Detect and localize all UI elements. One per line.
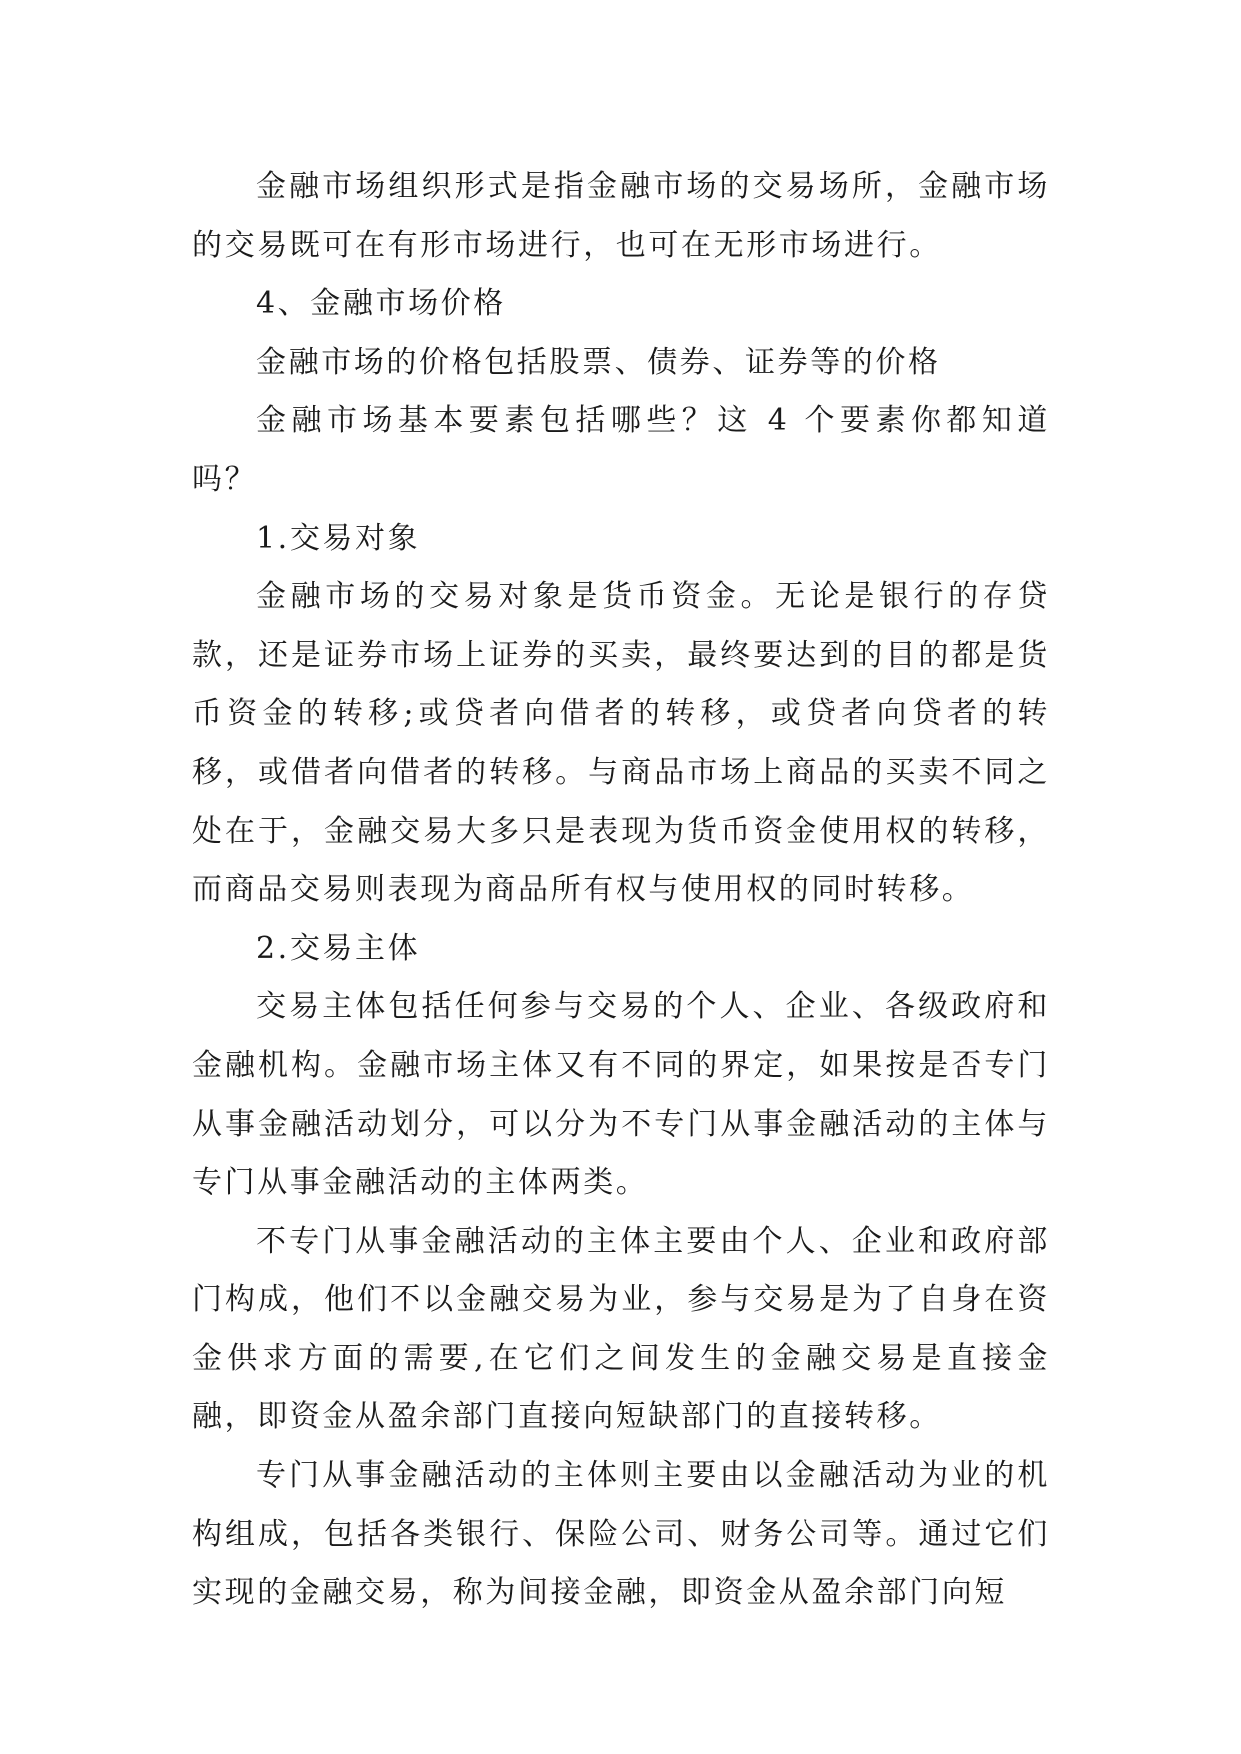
section-heading-market-price: 4、金融市场价格 xyxy=(256,286,506,322)
section-heading-trading-subject: 2.交易主体 xyxy=(256,930,421,966)
section-heading-trading-object: 1.交易对象 xyxy=(256,520,421,556)
paragraph-non-specialized-subjects: 不专门从事金融活动的主体主要由个人、企业和政府部门构成，他们不以金融交易为业，参与交易是为了自身在资金供求方面的需要,在它们之间发生的金融交易是直接金融，即资金从盈余部门直接向短缺部门的直接转移。 xyxy=(192,1223,1050,1435)
paragraph-organization-form: 金融市场组织形式是指金融市场的交易场所，金融市场的交易既可在有形市场进行，也可在无形市场进行。 xyxy=(192,169,1050,263)
paragraph-trading-object: 金融市场的交易对象是货币资金。无论是银行的存贷款，还是证券市场上证券的买卖，最终要达到的目的都是货币资金的转移;或贷者向借者的转移，或贷者向贷者的转移，或借者向借者的转移。与商品市场上商品的买卖不同之处在于，金融交易大多只是表现为货币资金使用权的转移，而商品交易则表现为商品所有权与使用权的同时转移。 xyxy=(192,579,1050,908)
paragraph-market-price: 金融市场的价格包括股票、债券、证券等的价格 xyxy=(256,344,941,380)
paragraph-trading-subject: 交易主体包括任何参与交易的个人、企业、各级政府和金融机构。金融市场主体又有不同的界定，如果按是否专门从事金融活动划分，可以分为不专门从事金融活动的主体与专门从事金融活动的主体两类。 xyxy=(192,989,1050,1201)
document-body xyxy=(192,158,1050,1623)
paragraph-specialized-subjects: 专门从事金融活动的主体则主要由以金融活动为业的机构组成，包括各类银行、保险公司、财务公司等。通过它们实现的金融交易，称为间接金融，即资金从盈余部门向短 xyxy=(192,1458,1050,1611)
section-title-basic-elements: 金融市场基本要素包括哪些？这 4 个要素你都知道吗？ xyxy=(192,403,1050,497)
